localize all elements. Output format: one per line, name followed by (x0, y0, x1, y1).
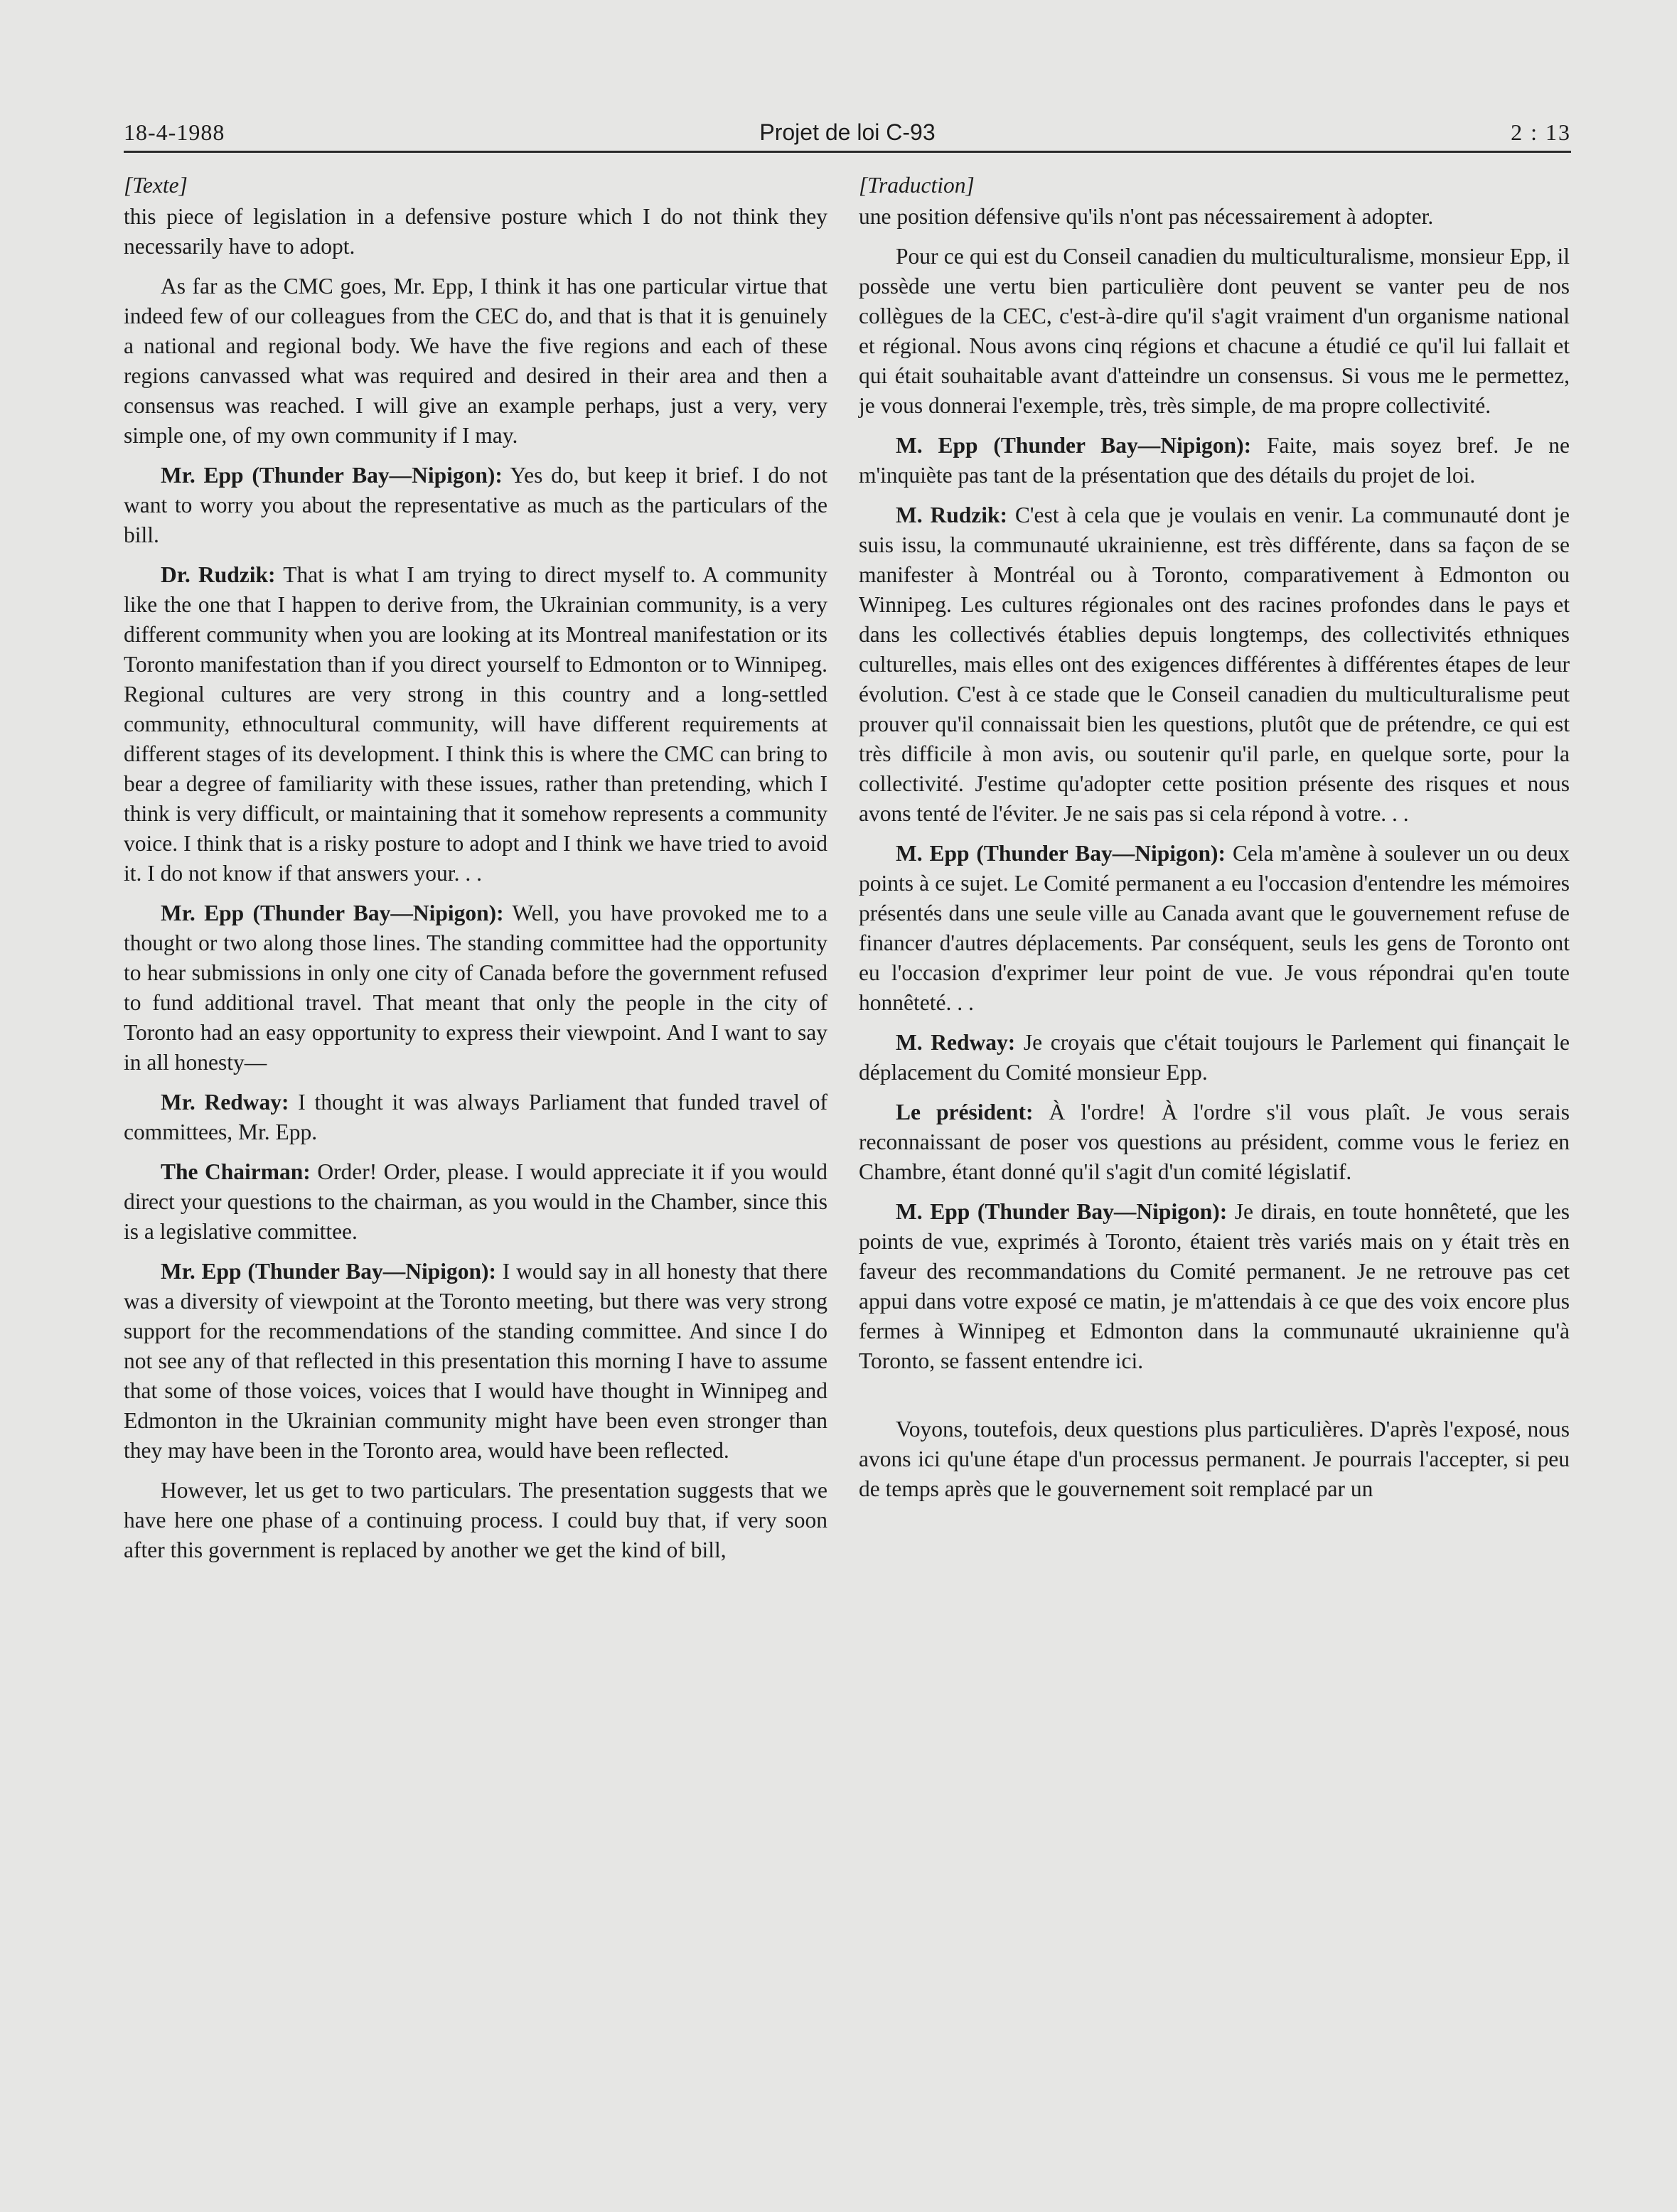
english-column (124, 171, 827, 1575)
speaker-name: Mr. Epp (Thunder Bay—Nipigon): (161, 463, 503, 488)
header-rule (124, 151, 1571, 153)
speaker-name: Mr. Epp (Thunder Bay—Nipigon): (161, 1259, 496, 1284)
speaker-name: M. Epp (Thunder Bay—Nipigon): (896, 841, 1226, 866)
header-date: 18-4-1988 (124, 119, 225, 145)
speech-text: That is what I am trying to direct myself to. A community like the one that I happen to derive from, the Ukrainian community, is a very different community when you are looking at its Montreal manifestation or its Toronto manifestation than if you direct yourself to Edmonton or to Winnipeg. Regional cultures are very strong in this country and a long-settled community, ethnocultural community, will have different requirements at different stages of its development. I think this is where the CMC can bring to bear a degree of familiarity with these issues, rather than pretending, which I think is very difficult, or maintaining that it somehow represents a community voice. I think that is a risky posture to adopt and I think we have tried to avoid it. I do not know if that answers your. . . (124, 562, 827, 886)
paragraph (124, 1257, 827, 1466)
language-label-french: [Traduction] (859, 173, 975, 198)
speech-text: Je dirais, en toute honnêteté, que les points de vue, exprimés à Toronto, étaient très variés mais on y était très en faveur des recommandations du Comité permanent. Je ne retrouve pas cet appui dans votre exposé ce matin, je m'attendais à ce que des voix encore plus fermes à Winnipeg et Edmonton dans la communauté ukrainienne qu'à Toronto, se fassent entendre ici. (859, 1199, 1570, 1373)
paragraph (859, 500, 1570, 829)
speech-text: I would say in all honesty that there was a diversity of viewpoint at the Toronto meeting, but there was very strong support for the recommendations of the standing committee. And since I do not see any of that reflected in this presentation this morning I have to assume that some of those voices, voices that I would have thought in Winnipeg and Edmonton in the Ukrainian community might have been even stronger than they may have been in the Toronto area, would have been reflected. (124, 1259, 827, 1463)
speaker-name: Mr. Epp (Thunder Bay—Nipigon): (161, 901, 504, 925)
french-column (859, 171, 1570, 1514)
speech-text: C'est à cela que je voulais en venir. La communauté dont je suis issu, la communauté ukrainienne, est très différente, dans sa façon de se manifester à Montréal ou à Toronto, comparativement à Edmonton ou Winnipeg. Les cultures régionales ont des racines profondes dans le pays et dans les collectivés établies depuis longtemps, des collectivités ethniques culturelles, mais elles ont des exigences différentes à différentes étapes de leur évolution. C'est à ce stade que le Conseil canadien du multiculturalisme peut prouver qu'il connaissait bien les questions, plutôt que de prétendre, ce qui est très difficile à mon avis, ou soutenir qu'il parle, en quelque sorte, pour la collectivité. J'estime qu'adopter cette position présente des risques et nous avons tenté de l'éviter. Je ne sais pas si cela répond à votre. . . (859, 503, 1570, 826)
paragraph: Pour ce qui est du Conseil canadien du multiculturalisme, monsieur Epp, il possède une vertu bien particulière dont peuvent se vanter peu de nos collègues de la CEC, c'est-à-dire qu'il s'agit vraiment d'un organisme national et régional. Nous avons cinq régions et chacune a étudié ce qu'il lui fallait et qui était souhaitable avant d'atteindre un consensus. Si vous me le permettez, je vous donnerai l'exemple, très, très simple, de ma propre collectivité. (859, 244, 1570, 418)
speech-text: I thought it was always Parliament that funded travel of committees, Mr. Epp. (124, 1090, 827, 1144)
paragraph (124, 898, 827, 1078)
paragraph-gap (859, 1386, 1570, 1414)
speech-text: Order! Order, please. I would appreciate it if you would direct your questions to the chairman, as you would in the Chamber, since this is a legislative committee. (124, 1159, 828, 1244)
speaker-name: M. Rudzik: (896, 503, 1007, 527)
speaker-name: M. Epp (Thunder Bay—Nipigon): (896, 433, 1252, 458)
paragraph (124, 461, 827, 550)
paragraph: As far as the CMC goes, Mr. Epp, I think it has one particular virtue that indeed few of our colleagues from the CEC do, and that is that it is genuinely a national and regional body. We have the five regions and each of these regions canvassed what was required and desired in their area and then a consensus was reached. I will give an example perhaps, just a very, very simple one, of my own community if I may. (124, 274, 827, 448)
header-title: Projet de loi C-93 (759, 119, 936, 145)
paragraph: this piece of legislation in a defensive posture which I do not think they necessarily have to adopt. (124, 204, 827, 259)
speaker-name: The Chairman: (161, 1159, 311, 1184)
speaker-name: Dr. Rudzik: (161, 562, 276, 587)
paragraph (124, 1157, 827, 1247)
paragraph (859, 431, 1570, 490)
paragraph: However, let us get to two particulars. The presentation suggests that we have here one phase of a continuing process. I could buy that, if very soon after this government is replaced by another we get the kind of bill, (124, 1478, 827, 1562)
speech-text: Yes do, but keep it brief. I do not want to worry you about the representative as much as the particulars of the bill. (124, 463, 827, 547)
paragraph: Voyons, toutefois, deux questions plus particulières. D'après l'exposé, nous avons ici qu'une étape d'un processus permanent. Je pourrais l'accepter, si peu de temps après que le gouvernement soit remplacé par un (859, 1417, 1570, 1501)
paragraph (859, 1097, 1570, 1187)
language-label-english: [Texte] (124, 173, 188, 198)
paragraph (859, 1197, 1570, 1376)
speaker-name: M. Epp (Thunder Bay—Nipigon): (896, 1199, 1228, 1224)
paragraph (859, 1028, 1570, 1088)
speech-text: Cela m'amène à soulever un ou deux points à ce sujet. Le Comité permanent a eu l'occasion d'entendre les mémoires présentés dans une seule ville au Canada avant que le gouvernement refuse de financer d'autres déplacements. Par conséquent, seuls les gens de Toronto ont eu l'occasion d'exprimer leur point de vue. Je vous répondrai qu'en toute honnêteté. . . (859, 841, 1570, 1015)
speech-text: À l'ordre! À l'ordre s'il vous plaît. Je vous serais reconnaissant de poser vos questions au président, comme vous le feriez en Chambre, étant donné qu'il s'agit d'un comité législatif. (859, 1100, 1570, 1184)
paragraph (124, 560, 827, 888)
speaker-name: Le président: (896, 1100, 1034, 1124)
page-header (124, 114, 1571, 156)
speaker-name: Mr. Redway: (161, 1090, 289, 1115)
speech-text: Well, you have provoked me to a thought or two along those lines. The standing committee had the opportunity to hear submissions in only one city of Canada before the government refused to fund additional travel. That meant that only the people in the city of Toronto had an easy opportunity to express their viewpoint. And I want to say in all honesty— (124, 901, 827, 1075)
header-page-number: 2 : 13 (1511, 119, 1571, 145)
paragraph: une position défensive qu'ils n'ont pas nécessairement à adopter. (859, 204, 1434, 229)
speech-text: Faite, mais soyez bref. Je ne m'inquiète pas tant de la présentation que des détails du projet de loi. (859, 433, 1570, 488)
speech-text: Je croyais que c'était toujours le Parlement qui finançait le déplacement du Comité monsieur Epp. (859, 1030, 1570, 1085)
paragraph (124, 1088, 827, 1147)
speaker-name: M. Redway: (896, 1030, 1016, 1055)
paragraph (859, 839, 1570, 1018)
